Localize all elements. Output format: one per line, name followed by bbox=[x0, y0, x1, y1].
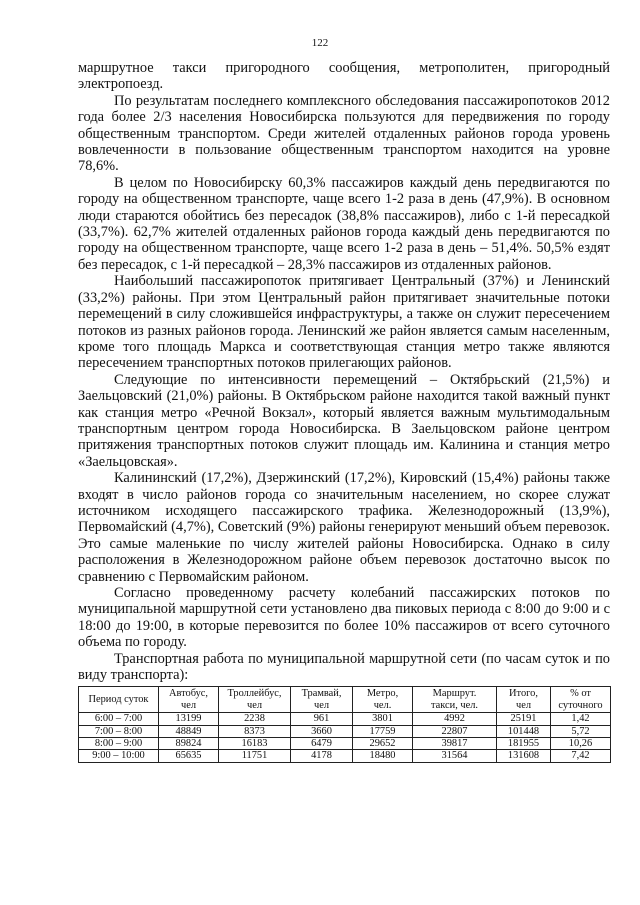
table-cell: 13199 bbox=[159, 713, 219, 725]
table-cell: 9:00 – 10:00 bbox=[79, 750, 159, 762]
paragraph: Следующие по интенсивности перемещений – Октябрьский (21,5%) и Заельцовский (21,0%) районы. В Октябрьском районе находится такой важный пункт как станция метро «Речной Вокзал», который является важным мультимодальным транспортным центром города Новосибирска. В Заельцовском районе центром притяжения транспортных потоков служит площадь им. Калинина и станция метро «Заельцовская». bbox=[78, 371, 610, 470]
table-header-row bbox=[79, 687, 611, 713]
table-cell: 31564 bbox=[413, 750, 497, 762]
table-cell: 131608 bbox=[497, 750, 551, 762]
table-cell: 7:00 – 8:00 bbox=[79, 725, 159, 737]
table-cell: 2238 bbox=[219, 713, 291, 725]
table-cell: 6479 bbox=[291, 738, 353, 750]
table-cell: 18480 bbox=[353, 750, 413, 762]
header-tram: Трамвай, чел bbox=[291, 687, 353, 713]
table-cell: 25191 bbox=[497, 713, 551, 725]
table-cell: 48849 bbox=[159, 725, 219, 737]
table-cell: 89824 bbox=[159, 738, 219, 750]
document-body bbox=[78, 60, 610, 763]
table-row bbox=[79, 713, 611, 725]
table-cell: 10,26 bbox=[551, 738, 611, 750]
table-row bbox=[79, 738, 611, 750]
paragraph: В целом по Новосибирску 60,3% пассажиров каждый день передвигаются по городу на общественном транспорте, чаще всего 1-2 раза в день (47,9%). В основном люди стараются обойтись без пересадок (38,8% пассажиров), либо с 1-й пересадкой (33,7%). 62,7% жителей отдаленных районов города каждый день передвигаются по городу на общественном транспорте, чаще всего 1-2 раза в день – 51,4%. 50,5% ездят без пересадок, с 1-й пересадкой – 28,3% пассажиров из отдаленных районов. bbox=[78, 174, 610, 273]
table-cell: 16183 bbox=[219, 738, 291, 750]
transport-table bbox=[78, 686, 611, 762]
header-metro: Метро, чел. bbox=[353, 687, 413, 713]
table-cell: 181955 bbox=[497, 738, 551, 750]
table-row bbox=[79, 725, 611, 737]
header-route-taxi: Маршрут. такси, чел. bbox=[413, 687, 497, 713]
table-cell: 961 bbox=[291, 713, 353, 725]
header-period: Период суток bbox=[79, 687, 159, 713]
table-cell: 6:00 – 7:00 bbox=[79, 713, 159, 725]
table-cell: 3801 bbox=[353, 713, 413, 725]
table-cell: 3660 bbox=[291, 725, 353, 737]
table-cell: 1,42 bbox=[551, 713, 611, 725]
header-trolleybus: Троллейбус, чел bbox=[219, 687, 291, 713]
table-cell: 29652 bbox=[353, 738, 413, 750]
table-row bbox=[79, 750, 611, 762]
table-cell: 22807 bbox=[413, 725, 497, 737]
table-cell: 5,72 bbox=[551, 725, 611, 737]
paragraph: Согласно проведенному расчету колебаний пассажирских потоков по муниципальной маршрутной сети установлено два пиковых периода с 8:00 до 9:00 и с 18:00 до 19:00, в которые перевозится по более 10% пассажиров от всего суточного объема по городу. bbox=[78, 585, 610, 651]
header-bus: Автобус, чел bbox=[159, 687, 219, 713]
table-cell: 8373 bbox=[219, 725, 291, 737]
header-percent: % от суточного bbox=[551, 687, 611, 713]
table-cell: 17759 bbox=[353, 725, 413, 737]
paragraph: маршрутное такси пригородного сообщения, метрополитен, пригородный электропоезд. bbox=[78, 60, 610, 93]
table-cell: 8:00 – 9:00 bbox=[79, 738, 159, 750]
table-cell: 4992 bbox=[413, 713, 497, 725]
page-number: 122 bbox=[311, 37, 329, 49]
table-cell: 7,42 bbox=[551, 750, 611, 762]
paragraph: Калининский (17,2%), Дзержинский (17,2%), Кировский (15,4%) районы также входят в число районов города со значительным населением, но скорее служат источником исходящего пассажирского трафика. Железнодорожный (13,9%), Первомайский (4,7%), Советский (9%) районы генерируют меньший объем перевозок. Это самые маленькие по числу жителей районы Новосибирска. Однако в силу расположения в Железнодорожном районе объем перевозок достаточно высок по сравнению с Первомайским районом. bbox=[78, 470, 610, 585]
header-total: Итого, чел bbox=[497, 687, 551, 713]
paragraph: Транспортная работа по муниципальной маршрутной сети (по часам суток и по виду транспорта): bbox=[78, 650, 610, 684]
table-cell: 11751 bbox=[219, 750, 291, 762]
table-cell: 4178 bbox=[291, 750, 353, 762]
paragraph: Наибольший пассажиропоток притягивает Центральный (37%) и Ленинский (33,2%) районы. При этом Центральный район притягивает значительные потоки перемещений в силу сложившейся инфраструктуры, а также он служит пересечением потоков из разных районов города. Ленинский же район является самым населенным, кроме того площадь Маркса и соответствующая станция метро также являются пересечением транспортных потоков прилегающих районов. bbox=[78, 273, 610, 372]
table-cell: 101448 bbox=[497, 725, 551, 737]
table-cell: 39817 bbox=[413, 738, 497, 750]
paragraph: По результатам последнего комплексного обследования пассажиропотоков 2012 года более 2/3 населения Новосибирска пользуются для передвижения по городу общественным транспортом. Среди жителей отдаленных районов города уровень вовлеченности в пользование общественным транспортом находится на уровне 78,6%. bbox=[78, 92, 610, 175]
table-cell: 65635 bbox=[159, 750, 219, 762]
